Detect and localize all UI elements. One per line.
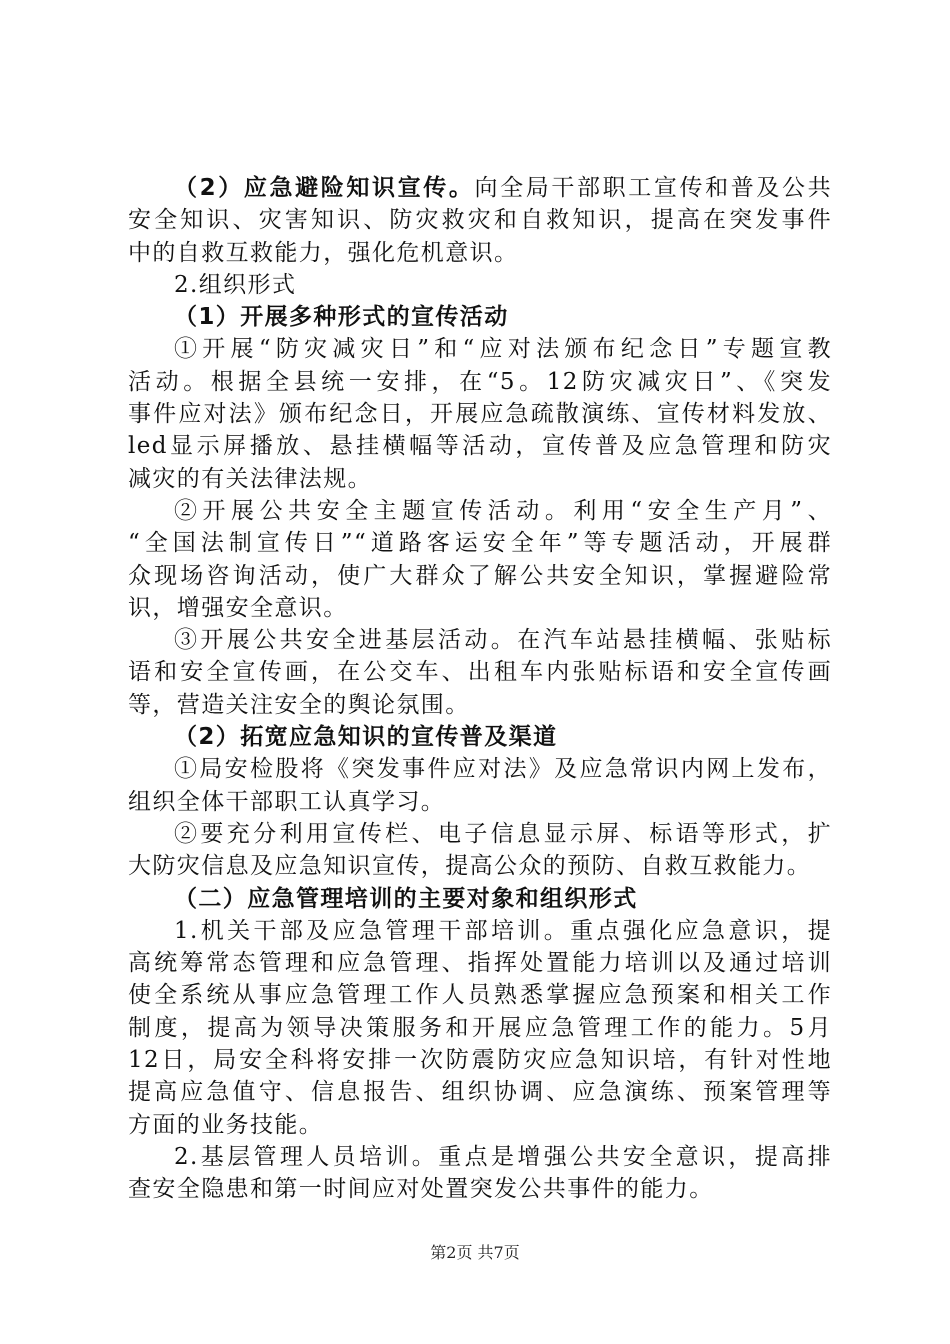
body-text: “全国法制宣传日”“道路客运安全年”等专题活动，开展群: [128, 530, 832, 557]
paragraph: [128, 818, 832, 883]
heading-text: （2）拓宽应急知识的宣传普及渠道: [174, 724, 558, 751]
text-line: [128, 527, 832, 559]
body-text: 安全知识、灾害知识、防灾救灾和自救知识，提高在突发事件: [128, 207, 832, 234]
body-text: 语和安全宣传画，在公交车、出租车内张贴标语和安全宣传画: [128, 659, 832, 686]
body-text: 12日，局安全科将安排一次防震防灾应急知识培，有针对性地: [128, 1047, 832, 1074]
body-text: ②开展公共安全主题宣传活动。利用“安全生产月”、: [174, 497, 832, 524]
text-line: [128, 753, 832, 785]
text-line: [128, 850, 832, 882]
text-line: [128, 624, 832, 656]
body-text: 等，营造关注安全的舆论氛围。: [128, 691, 470, 718]
text-line: [128, 947, 832, 979]
page-footer: 第2页 共7页: [430, 1243, 520, 1262]
text-line: [128, 979, 832, 1011]
paragraph: [128, 1141, 832, 1206]
text-line: [128, 301, 832, 333]
text-line: [128, 366, 832, 398]
heading-text: （二）应急管理培训的主要对象和组织形式: [174, 885, 638, 912]
body-text: 2.基层管理人员培训。重点是增强公共安全意识，提高排: [174, 1143, 832, 1170]
paragraph: [128, 915, 832, 1141]
body-text: ②要充分利用宣传栏、电子信息显示屏、标语等形式，扩: [174, 820, 832, 847]
body-text: 大防灾信息及应急知识宣传，提高公众的预防、自救互救能力。: [128, 853, 812, 880]
paragraph: [128, 172, 832, 269]
body-text: 制度，提高为领导决策服务和开展应急管理工作的能力。5月: [128, 1014, 832, 1041]
text-line: [128, 1109, 832, 1141]
body-text: 2.组织形式: [174, 271, 297, 298]
text-line: [128, 915, 832, 947]
body-text: led显示屏播放、悬挂横幅等活动，宣传普及应急管理和防灾: [128, 433, 832, 460]
paragraph: [128, 721, 832, 753]
body-text: 高统筹常态管理和应急管理、指挥处置能力培训以及通过培训: [128, 950, 832, 977]
body-text: 中的自救互救能力，强化危机意识。: [128, 239, 519, 266]
text-line: [128, 1141, 832, 1173]
text-line: [128, 689, 832, 721]
paragraph: [128, 753, 832, 818]
text-line: [128, 333, 832, 365]
body-text: ①开展“防灾减灾日”和“应对法颁布纪念日”专题宣教: [174, 336, 832, 363]
paragraph: [128, 269, 832, 301]
heading-text: （1）开展多种形式的宣传活动: [174, 304, 509, 331]
body-text: 方面的业务技能。: [128, 1111, 324, 1138]
body-text: 提高应急值守、信息报告、组织协调、应急演练、预案管理等: [128, 1079, 832, 1106]
text-line: [128, 204, 832, 236]
text-line: [128, 786, 832, 818]
text-line: [128, 1044, 832, 1076]
body-text: 1.机关干部及应急管理干部培训。重点强化应急意识，提: [174, 917, 832, 944]
body-text: 识，增强安全意识。: [128, 594, 348, 621]
paragraph: [128, 624, 832, 721]
text-line: [128, 1173, 832, 1205]
text-line: [128, 269, 832, 301]
body-text: 向全局干部职工宣传和普及公共: [474, 175, 832, 201]
text-line: [128, 560, 832, 592]
text-line: [128, 463, 832, 495]
paragraph: [128, 495, 832, 624]
paragraph: [128, 301, 832, 333]
heading-text: （2）应急避险知识宣传。: [174, 175, 475, 201]
text-line: [128, 237, 832, 269]
text-line: [128, 495, 832, 527]
body-text: 活动。根据全县统一安排，在“5。12防灾减灾日”、《突发: [128, 368, 832, 395]
text-line: [128, 1076, 832, 1108]
body-text: 众现场咨询活动，使广大群众了解公共安全知识，掌握避险常: [128, 562, 832, 589]
text-line: [128, 430, 832, 462]
paragraph: [128, 333, 832, 494]
text-line: [128, 592, 832, 624]
text-line: [128, 1012, 832, 1044]
text-line: [128, 398, 832, 430]
body-text: 事件应对法》颁布纪念日，开展应急疏散演练、宣传材料发放、: [128, 401, 832, 428]
paragraph: [128, 883, 832, 915]
text-line: [128, 172, 832, 204]
body-text: 使全系统从事应急管理工作人员熟悉掌握应急预案和相关工作: [128, 982, 832, 1009]
body-text: ①局安检股将《突发事件应对法》及应急常识内网上发布，: [174, 756, 832, 783]
body-text: 查安全隐患和第一时间应对处置突发公共事件的能力。: [128, 1176, 714, 1203]
document-body: [128, 172, 832, 1206]
body-text: 组织全体干部职工认真学习。: [128, 788, 446, 815]
text-line: [128, 656, 832, 688]
body-text: ③开展公共安全进基层活动。在汽车站悬挂横幅、张贴标: [174, 627, 832, 654]
text-line: [128, 883, 832, 915]
text-line: [128, 818, 832, 850]
text-line: [128, 721, 832, 753]
body-text: 减灾的有关法律法规。: [128, 465, 372, 492]
